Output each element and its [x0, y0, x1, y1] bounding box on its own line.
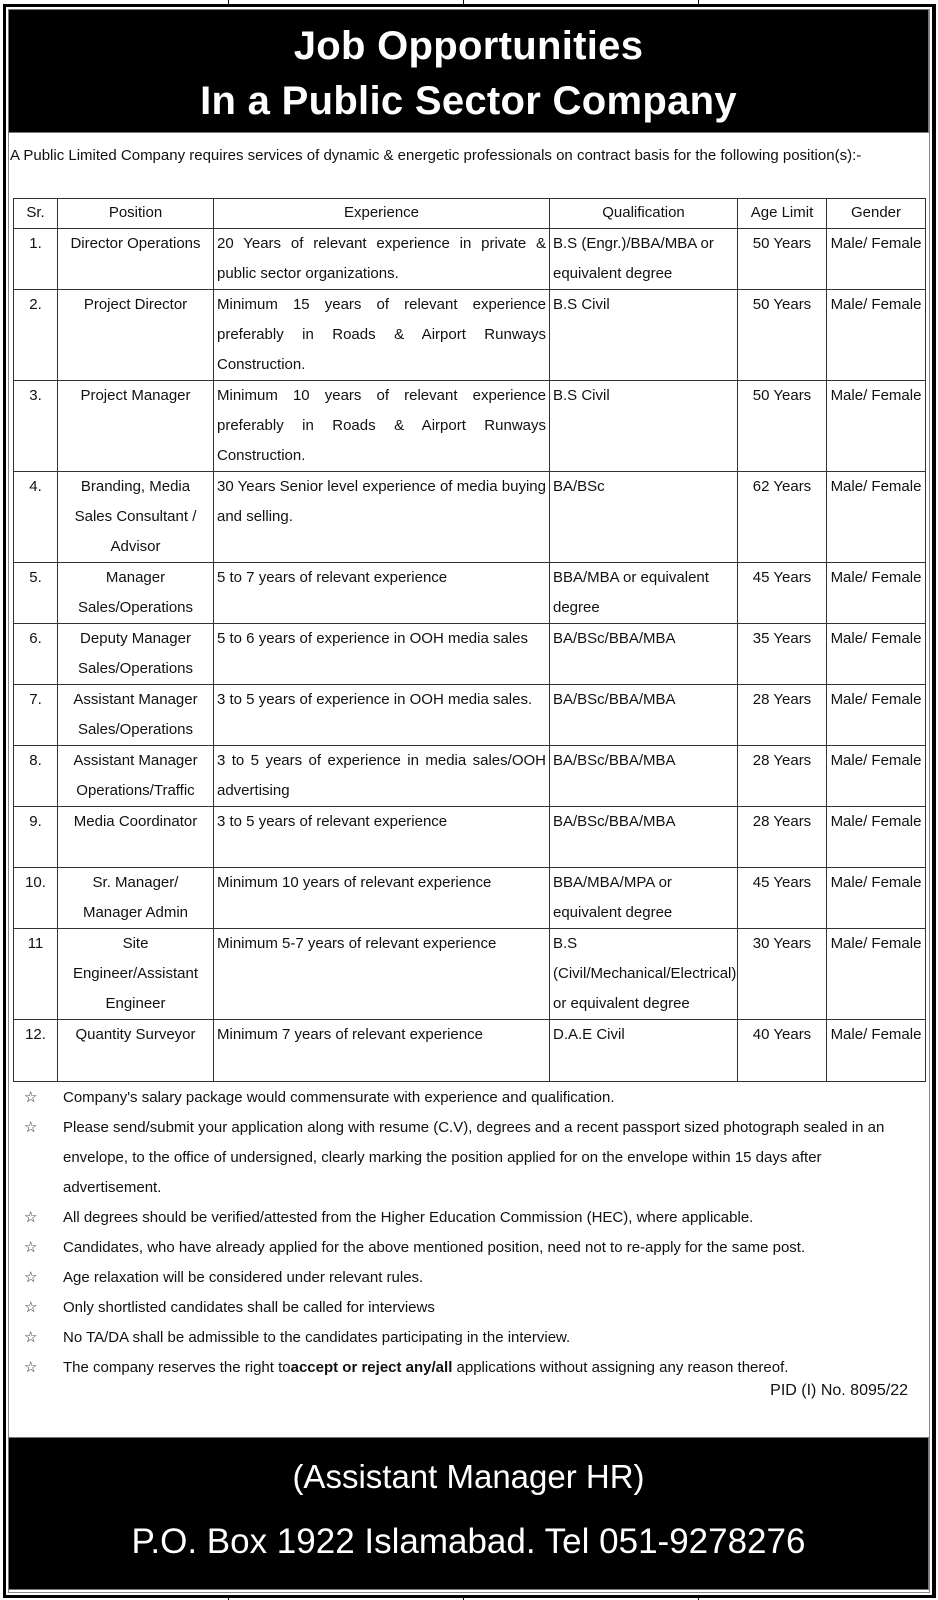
cell-sr: 7. — [14, 685, 58, 746]
cell-qualification: BA/BSc/BBA/MBA — [550, 807, 738, 868]
cell-qualification: BA/BSc/BBA/MBA — [550, 624, 738, 685]
pid-number: PID (I) No. 8095/22 — [770, 1382, 908, 1399]
cell-position: Deputy Manager Sales/Operations — [58, 624, 214, 685]
note-text: Candidates, who have already applied for the above mentioned position, need not to re-apply for the same post. — [63, 1239, 806, 1256]
cell-qualification: BBA/MBA/MPA or equivalent degree — [550, 868, 738, 929]
table-row — [14, 868, 926, 929]
column-header-age-limit: Age Limit — [738, 199, 827, 229]
cell-experience: 5 to 7 years of relevant experience — [214, 563, 550, 624]
table-row — [14, 685, 926, 746]
column-header-position: Position — [58, 199, 214, 229]
note-item — [24, 1323, 914, 1353]
note-text: Company's salary package would commensurate with experience and qualification. — [63, 1089, 615, 1106]
cell-age-limit: 45 Years — [738, 563, 827, 624]
cell-qualification: B.S Civil — [550, 290, 738, 381]
cell-sr: 5. — [14, 563, 58, 624]
intro-text: A Public Limited Company requires services of dynamic & energetic professionals on contract basis for the following position(s):- — [10, 147, 862, 164]
cell-sr: 12. — [14, 1020, 58, 1082]
cell-qualification: B.S (Civil/Mechanical/Electrical) or equivalent degree — [550, 929, 738, 1020]
note-text-bold: accept or reject any/all — [290, 1359, 453, 1376]
cell-gender: Male/ Female — [827, 807, 926, 868]
cell-sr: 6. — [14, 624, 58, 685]
cell-gender: Male/ Female — [827, 563, 926, 624]
cell-gender: Male/ Female — [827, 685, 926, 746]
cell-age-limit: 28 Years — [738, 807, 827, 868]
cell-qualification: BA/BSc/BBA/MBA — [550, 746, 738, 807]
positions-table — [13, 198, 926, 1082]
cell-qualification: BA/BSc — [550, 472, 738, 563]
cell-sr: 4. — [14, 472, 58, 563]
cell-age-limit: 50 Years — [738, 290, 827, 381]
table-row — [14, 929, 926, 1020]
cell-gender: Male/ Female — [827, 746, 926, 807]
cell-experience: Minimum 7 years of relevant experience — [214, 1020, 550, 1082]
table-row — [14, 807, 926, 868]
table-row — [14, 290, 926, 381]
cell-sr: 3. — [14, 381, 58, 472]
column-header-gender: Gender — [827, 199, 926, 229]
header-banner — [8, 9, 929, 133]
cell-position: Quantity Surveyor — [58, 1020, 214, 1082]
cell-position: Project Director — [58, 290, 214, 381]
title-line-2: In a Public Sector Company — [200, 79, 737, 123]
cell-experience: 3 to 5 years of experience in OOH media sales. — [214, 685, 550, 746]
note-text: Please send/submit your application along with resume (C.V), degrees and a recent passport sized photograph sealed in an envelope, to the office of undersigned, clearly marking the position applied for on the envelope within 15 days after advertisement. — [63, 1119, 885, 1196]
star-outline-icon: ☆ — [24, 1239, 38, 1256]
cell-age-limit: 28 Years — [738, 685, 827, 746]
note-item — [24, 1203, 914, 1233]
cell-age-limit: 62 Years — [738, 472, 827, 563]
cell-age-limit: 40 Years — [738, 1020, 827, 1082]
cell-qualification: B.S Civil — [550, 381, 738, 472]
note-text: The company reserves the right to — [63, 1359, 291, 1376]
cell-position: Media Coordinator — [58, 807, 214, 868]
cell-age-limit: 35 Years — [738, 624, 827, 685]
cell-position: Sr. Manager/ Manager Admin — [58, 868, 214, 929]
cell-experience: 30 Years Senior level experience of media buying and selling. — [214, 472, 550, 563]
note-item — [24, 1263, 914, 1293]
table-row — [14, 563, 926, 624]
footer-banner — [8, 1437, 929, 1590]
star-outline-icon: ☆ — [24, 1089, 38, 1106]
cell-sr: 10. — [14, 868, 58, 929]
star-outline-icon: ☆ — [24, 1359, 38, 1376]
cell-experience: Minimum 10 years of relevant experience — [214, 868, 550, 929]
cell-age-limit: 50 Years — [738, 381, 827, 472]
table-row — [14, 472, 926, 563]
cell-qualification: B.S (Engr.)/BBA/MBA or equivalent degree — [550, 229, 738, 290]
note-item — [24, 1233, 914, 1263]
table-row — [14, 746, 926, 807]
cell-sr: 8. — [14, 746, 58, 807]
cell-position: Site Engineer/Assistant Engineer — [58, 929, 214, 1020]
cell-gender: Male/ Female — [827, 229, 926, 290]
star-outline-icon: ☆ — [24, 1269, 38, 1286]
cell-sr: 9. — [14, 807, 58, 868]
cell-qualification: BA/BSc/BBA/MBA — [550, 685, 738, 746]
table-header-row — [14, 199, 926, 229]
cell-gender: Male/ Female — [827, 290, 926, 381]
cell-position: Branding, Media Sales Consultant / Advisor — [58, 472, 214, 563]
cell-position: Manager Sales/Operations — [58, 563, 214, 624]
note-text: No TA/DA shall be admissible to the candidates participating in the interview. — [63, 1329, 571, 1346]
cell-qualification: D.A.E Civil — [550, 1020, 738, 1082]
cell-gender: Male/ Female — [827, 624, 926, 685]
cell-experience: 3 to 5 years of relevant experience — [214, 807, 550, 868]
table-row — [14, 381, 926, 472]
cell-experience: Minimum 5-7 years of relevant experience — [214, 929, 550, 1020]
cell-position: Director Operations — [58, 229, 214, 290]
note-item — [24, 1083, 914, 1113]
note-text: applications without assigning any reason thereof. — [452, 1359, 789, 1376]
cell-position: Assistant Manager Operations/Traffic — [58, 746, 214, 807]
cell-experience: 20 Years of relevant experience in private & public sector organizations. — [214, 229, 550, 290]
column-header-sr: Sr. — [14, 199, 58, 229]
notes-list — [24, 1083, 914, 1383]
cell-position: Project Manager — [58, 381, 214, 472]
cell-position: Assistant Manager Sales/Operations — [58, 685, 214, 746]
cell-age-limit: 45 Years — [738, 868, 827, 929]
cell-gender: Male/ Female — [827, 381, 926, 472]
cell-age-limit: 28 Years — [738, 746, 827, 807]
contact-designation: (Assistant Manager HR) — [292, 1458, 645, 1495]
table-row — [14, 1020, 926, 1082]
column-header-qualification: Qualification — [550, 199, 738, 229]
cell-qualification: BBA/MBA or equivalent degree — [550, 563, 738, 624]
table-row — [14, 624, 926, 685]
cell-experience: Minimum 10 years of relevant experience preferably in Roads & Airport Runways Construction. — [214, 381, 550, 472]
star-outline-icon: ☆ — [24, 1119, 38, 1136]
cell-experience: 3 to 5 years of experience in media sales/OOH advertising — [214, 746, 550, 807]
note-text: Age relaxation will be considered under relevant rules. — [63, 1269, 424, 1286]
note-item — [24, 1293, 914, 1323]
contact-address: P.O. Box 1922 Islamabad. Tel 051-9278276 — [131, 1522, 806, 1561]
column-header-experience: Experience — [214, 199, 550, 229]
note-text: All degrees should be verified/attested from the Higher Education Commission (HEC), where applicable. — [63, 1209, 754, 1226]
note-item — [24, 1113, 914, 1203]
cell-gender: Male/ Female — [827, 929, 926, 1020]
cell-gender: Male/ Female — [827, 1020, 926, 1082]
table-row — [14, 229, 926, 290]
cell-age-limit: 30 Years — [738, 929, 827, 1020]
star-outline-icon: ☆ — [24, 1209, 38, 1226]
cell-gender: Male/ Female — [827, 868, 926, 929]
cell-age-limit: 50 Years — [738, 229, 827, 290]
cell-sr: 1. — [14, 229, 58, 290]
cell-gender: Male/ Female — [827, 472, 926, 563]
star-outline-icon: ☆ — [24, 1299, 38, 1316]
cell-experience: Minimum 15 years of relevant experience preferably in Roads & Airport Runways Construction. — [214, 290, 550, 381]
cell-sr: 11 — [14, 929, 58, 1020]
cell-experience: 5 to 6 years of experience in OOH media sales — [214, 624, 550, 685]
title-line-1: Job Opportunities — [293, 24, 644, 68]
star-outline-icon: ☆ — [24, 1329, 38, 1346]
note-text: Only shortlisted candidates shall be called for interviews — [63, 1299, 435, 1316]
cell-sr: 2. — [14, 290, 58, 381]
